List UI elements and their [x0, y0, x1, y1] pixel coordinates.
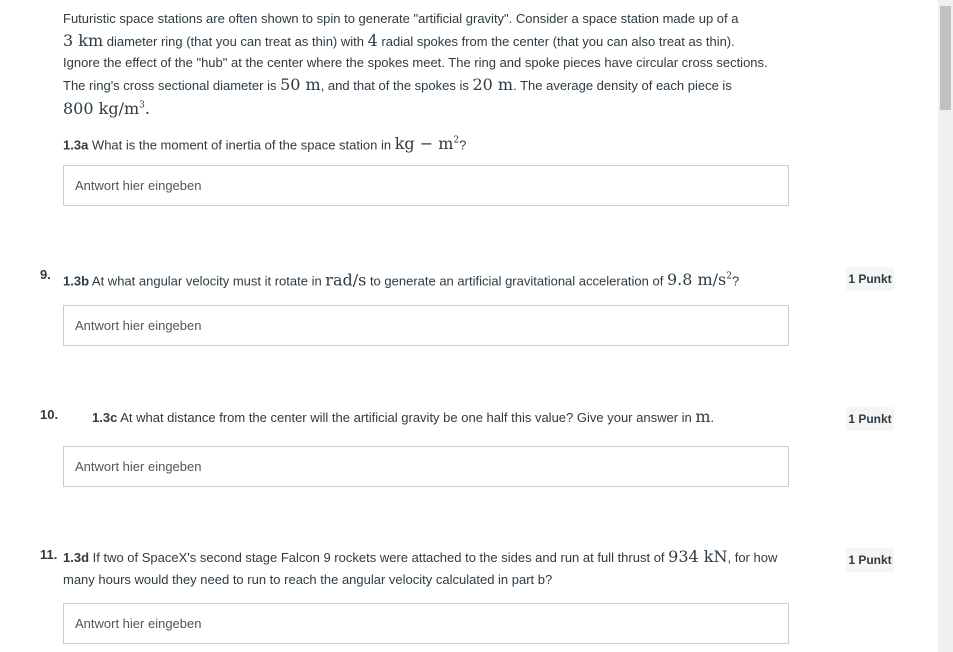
unit: 934 kN — [668, 547, 728, 566]
question-1-3d-text — [63, 546, 798, 591]
question-text: . — [710, 410, 715, 425]
intro-line-3: Ignore the effect of the "hub" at the center where the spokes meet. The ring and spoke pieces have circular cross sections. — [63, 55, 768, 70]
question-number: 11. — [40, 547, 58, 562]
question-number: 9. — [40, 267, 51, 282]
question-label: 1.3d — [63, 550, 90, 565]
points-badge: 1 Punkt — [846, 407, 894, 431]
vertical-scrollbar[interactable] — [938, 0, 953, 652]
question-1-3a-text — [63, 130, 803, 156]
intro-text: . The average density of each piece is — [513, 77, 732, 93]
spoke-count: 4 — [367, 30, 378, 50]
spoke-cross-diameter: 20 m — [472, 74, 514, 94]
intro-text: diameter ring (that you can treat as thin) with — [103, 33, 368, 49]
question-text: At what angular velocity must it rotate in — [89, 273, 326, 289]
unit: m — [695, 407, 711, 426]
intro-text: radial spokes from the center (that you can also treat as thin). — [377, 33, 735, 49]
question-text: What is the moment of inertia of the space station in — [88, 137, 395, 153]
intro-text: The ring's cross sectional diameter is — [63, 77, 281, 93]
question-text: At what distance from the center will the artificial gravity be one half this value? Give your answer in — [117, 410, 696, 425]
points-badge: 1 Punkt — [846, 267, 894, 291]
points-badge: 1 Punkt — [846, 548, 894, 572]
answer-input-1-3c[interactable] — [63, 446, 789, 487]
question-text: ? — [732, 273, 740, 289]
unit: kg − $m^2$ — [394, 134, 460, 154]
intro-text: , and that of the spokes is — [320, 77, 473, 93]
question-text: , for how many hours would they need to run to reach the angular velocity calculated in part b? — [63, 550, 778, 587]
question-number: 10. — [40, 407, 59, 422]
ring-diameter: 3 km — [63, 30, 104, 50]
answer-input-1-3a[interactable] — [63, 165, 789, 206]
answer-input-1-3d[interactable] — [63, 603, 789, 644]
unit: 9.8 $m/s^2$ — [666, 270, 732, 290]
density-value: 800 $kg/m^3$. — [63, 99, 150, 119]
question-label: 1.3b — [63, 273, 90, 289]
intro-line-1: Futuristic space stations are often shown to spin to generate "artificial gravity". Consider a space station made up of a — [63, 11, 739, 26]
question-label: 1.3a — [63, 137, 89, 153]
question-text: If two of SpaceX's second stage Falcon 9 rockets were attached to the sides and run at full thrust of — [89, 550, 669, 565]
unit: rad/s — [325, 270, 367, 290]
answer-input-1-3b[interactable] — [63, 305, 789, 346]
scrollbar-thumb[interactable] — [940, 6, 951, 110]
ring-cross-diameter: 50 m — [280, 74, 321, 94]
question-1-3b-text — [63, 266, 803, 292]
question-label: 1.3c — [92, 410, 118, 425]
question-intro — [63, 8, 803, 121]
question-text: to generate an artificial gravitational acceleration of — [366, 273, 667, 289]
question-1-3c-text — [92, 406, 832, 429]
question-text: ? — [459, 137, 467, 153]
